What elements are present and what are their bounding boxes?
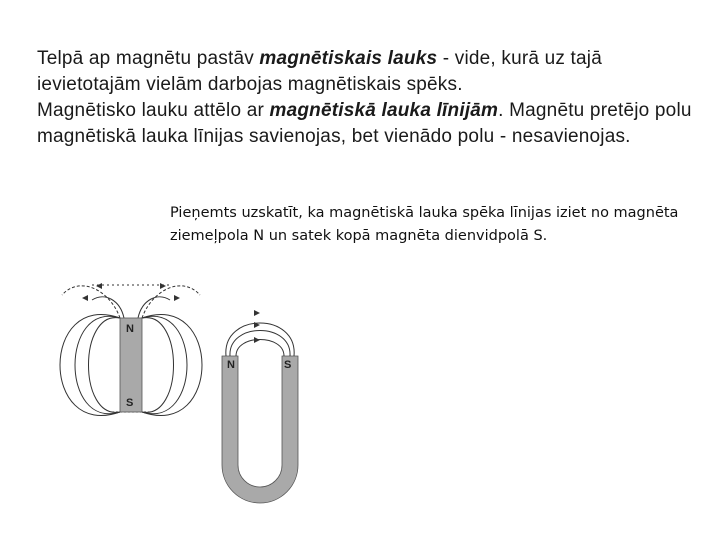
text-span: Telpā ap magnētu pastāv <box>37 48 260 69</box>
bar-magnet-arrows <box>82 283 180 301</box>
term-field-lines: magnētiskā lauka līnijām <box>269 100 499 121</box>
horseshoe-magnet-body <box>222 356 298 503</box>
bar-magnet-north-label: N <box>126 323 134 335</box>
bar-magnet-south-label: S <box>126 397 134 409</box>
convention-note: Pieņemts uzskatīt, ka magnētiskā lauka spēka līnijas iziet no magnēta ziemeļpola N un satek kopā magnēta dienvidpolā S. <box>170 205 679 244</box>
horseshoe-magnet-figure <box>222 310 298 503</box>
horseshoe-north-label: N <box>227 359 235 371</box>
text-span: . Magnētu pretējo polu magnētiskā lauka līnijas savienojas, bet vienādo polu - nesavienojas. <box>37 100 692 147</box>
horseshoe-arrows <box>254 310 260 343</box>
horseshoe-field-lines <box>226 323 294 356</box>
text-span: - vide, kurā uz tajā ievietotajām vielām darbojas magnētiskais spēks. <box>37 48 602 95</box>
horseshoe-south-label: S <box>284 359 292 371</box>
text-span: Magnētisko lauku attēlo ar <box>37 100 270 121</box>
term-magnetic-field: magnētiskais lauks <box>259 48 438 69</box>
